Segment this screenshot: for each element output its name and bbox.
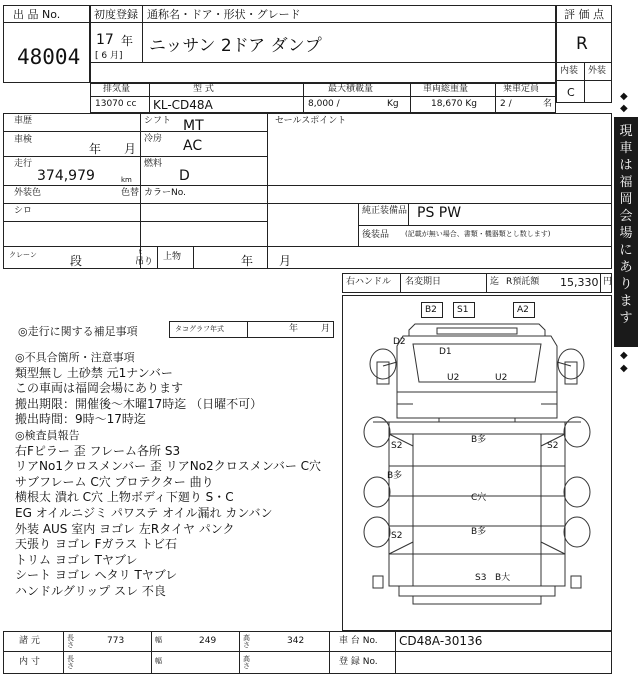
aftermarket-note: (記載が無い場合、書類・機器類とし数します) [405,230,551,238]
height-label: 高さ [243,634,250,649]
damage-c-hole: C穴 [471,493,487,503]
specs-footer-label: 諸 元 [19,636,40,646]
remark-line: トリム ヨゴレ Tヤブレ [15,552,138,567]
lift-year: 年 [241,254,254,268]
damage-u2-left: U2 [447,373,460,383]
max-load-value: 8,000 / [308,99,340,109]
height-value: 342 [287,636,305,646]
inspection-month: 月 [124,142,137,156]
remark-line: リアNo1クロスメンバー 歪 リアNo2クロスメンバー C穴 [15,459,322,474]
diamond-icon: ◆ [620,363,628,374]
internal-height-label: 高さ [243,655,250,670]
damage-d1: D1 [439,347,452,357]
vehicle-name: ニッサン 2ドア ダンプ [149,36,322,56]
crane-label: クレーン [9,251,37,259]
remark-line: シート ヨゴレ ヘタリ Tヤブレ [15,568,178,583]
grade-label: 評 価 点 [564,8,604,21]
damage-s1: S1 [457,305,469,315]
capacity-unit: 名 [543,99,553,109]
reg-no-label: 登 録 No. [339,657,378,667]
lot-number: 48004 [17,45,81,69]
lift-label: 上物 [163,252,182,262]
max-load-unit: Kg [387,99,399,109]
model-value: KL-CD48A [153,98,213,112]
name-change-label: 名変期日 [405,277,442,287]
genuine-label: 純正装備品 [362,206,408,216]
chassis-label: 車 台 No. [339,636,378,646]
remark-line: この車両は福岡会場にあります [15,381,184,396]
capacity-value: 2 / [500,99,512,109]
remarks-list [15,350,321,600]
sales-point-label: セールスポイント [275,116,347,126]
remark-line: 天張り ヨゴレ Fガラス トビ石 [15,537,177,552]
tacho-month: 月 [321,324,331,334]
internal-length-label: 長さ [67,655,74,670]
internal-width-label: 幅 [155,657,162,665]
footer-box [3,631,612,674]
remark-line: 右Fピラー 歪 フレーム各所 S3 [15,443,181,458]
chassis-value: CD48A-30136 [399,634,483,648]
ext-color-label: 外装色 [14,188,42,198]
lot-label: 出 品 No. [13,8,61,21]
inspection-label: 車検 [14,135,33,145]
recycle-unit: 円 [603,277,613,287]
gross-weight-label: 車両総重量 [423,84,469,94]
ac-label: 冷房 [144,134,163,144]
aftermarket-label: 後装品 [362,230,390,240]
interior-grade: C [567,86,575,99]
color-change-label: 色替 [121,188,140,198]
interior-label: 内装 [560,66,579,76]
damage-b-many-left: B多 [387,471,403,481]
damage-d2: D2 [393,337,406,347]
remark-line: EG オイルニジミ パワステ オイル漏れ カンバン [15,505,273,520]
shift-label: シフト [144,116,172,126]
truck-diagram [342,295,612,631]
shift-value: MT [183,118,204,134]
remark-line: 横根太 潰れ C穴 上物ボディ下廻り S・C [15,490,234,505]
first-reg-month: [ 6 月] [95,51,123,61]
max-load-label: 最大積載量 [328,84,374,94]
fuel-value: D [179,168,190,184]
remark-line: 外装 AUS 室内 ヨゴレ 左Rタイヤ パンク [15,521,235,536]
remark-line: ハンドルグリップ スレ 不良 [15,583,166,598]
auction-sheet [3,5,612,674]
recycle-amount: 15,330 [560,276,599,289]
recycle-label: R預託額 [506,277,540,287]
first-reg-label: 初度登録 [94,8,138,21]
damage-b2: B2 [425,305,437,315]
displacement-label: 排気量 [103,84,131,94]
ext-color-value: シロ [14,206,33,216]
first-reg-year: 17 [96,32,114,48]
mileage-label: 走行 [14,159,33,169]
damage-b-many-top: B多 [471,435,487,445]
ac-value: AC [183,138,203,154]
tacho-year: 年 [289,324,299,334]
side-note-text: 現車は福岡会場にあります [619,124,633,326]
capacity-label: 乗車定員 [503,84,540,94]
displacement-value: 13070 cc [95,99,137,109]
width-label: 幅 [155,636,162,644]
side-note [614,5,638,674]
crane-stage: 段 [70,254,83,268]
length-value: 773 [107,636,125,646]
inspection-year: 年 [89,142,102,156]
length-label: 長さ [67,634,74,649]
damage-s2-low: S2 [391,531,403,541]
damage-s2-top: S2 [391,441,403,451]
damage-b-big: B大 [495,573,511,583]
remark-line: サブフレーム C穴 プロテクター 曲り [15,474,214,489]
internal-label: 内 寸 [19,657,40,667]
steering-label: 右ハンドル [346,277,392,287]
damage-b-many-low: B多 [471,527,487,537]
damage-u2-right: U2 [495,373,508,383]
crane-hoist: 吊り [135,257,154,267]
driving-notes-label: ◎走行に関する補足事項 [18,325,138,338]
genuine-value: PS PW [417,205,462,221]
damage-s3: S3 [475,573,487,583]
diamond-icon: ◆ [620,350,628,361]
color-no-label: カラーNo. [144,188,186,198]
diamond-icon: ◆ [620,103,628,114]
name-label: 通称名・ドア・形状・グレード [147,8,301,21]
history-label: 車歴 [14,116,33,126]
width-value: 249 [199,636,217,646]
damage-a2: A2 [517,305,529,315]
mileage-unit: km [121,176,132,184]
year-unit: 年 [121,34,134,48]
grade-value: R [576,34,588,54]
exterior-label: 外装 [588,66,607,76]
remark-line: 搬出時間：9時～17時迄 [15,412,146,427]
remark-line: 類型無し 土砂禁 元1ナンバー [15,365,173,380]
diamond-icon: ◆ [620,91,628,102]
remark-line: 搬出期限：開催後～木曜17時迄 （日曜不可） [15,396,263,411]
lift-month: 月 [279,254,292,268]
remark-line: ◎不具合箇所・注意事項 [15,351,135,364]
damage-s2-right: S2 [547,441,559,451]
tacho-label: タコグラフ年式 [175,325,224,333]
crane-t: t [139,248,142,256]
fuel-label: 燃料 [144,159,163,169]
remark-line: ◎検査員報告 [15,428,80,442]
mileage-value: 374,979 [37,168,95,184]
name-change-suffix: 迄 [490,277,500,287]
gross-weight-value: 18,670 Kg [431,99,477,109]
model-label: 型 式 [193,84,214,94]
